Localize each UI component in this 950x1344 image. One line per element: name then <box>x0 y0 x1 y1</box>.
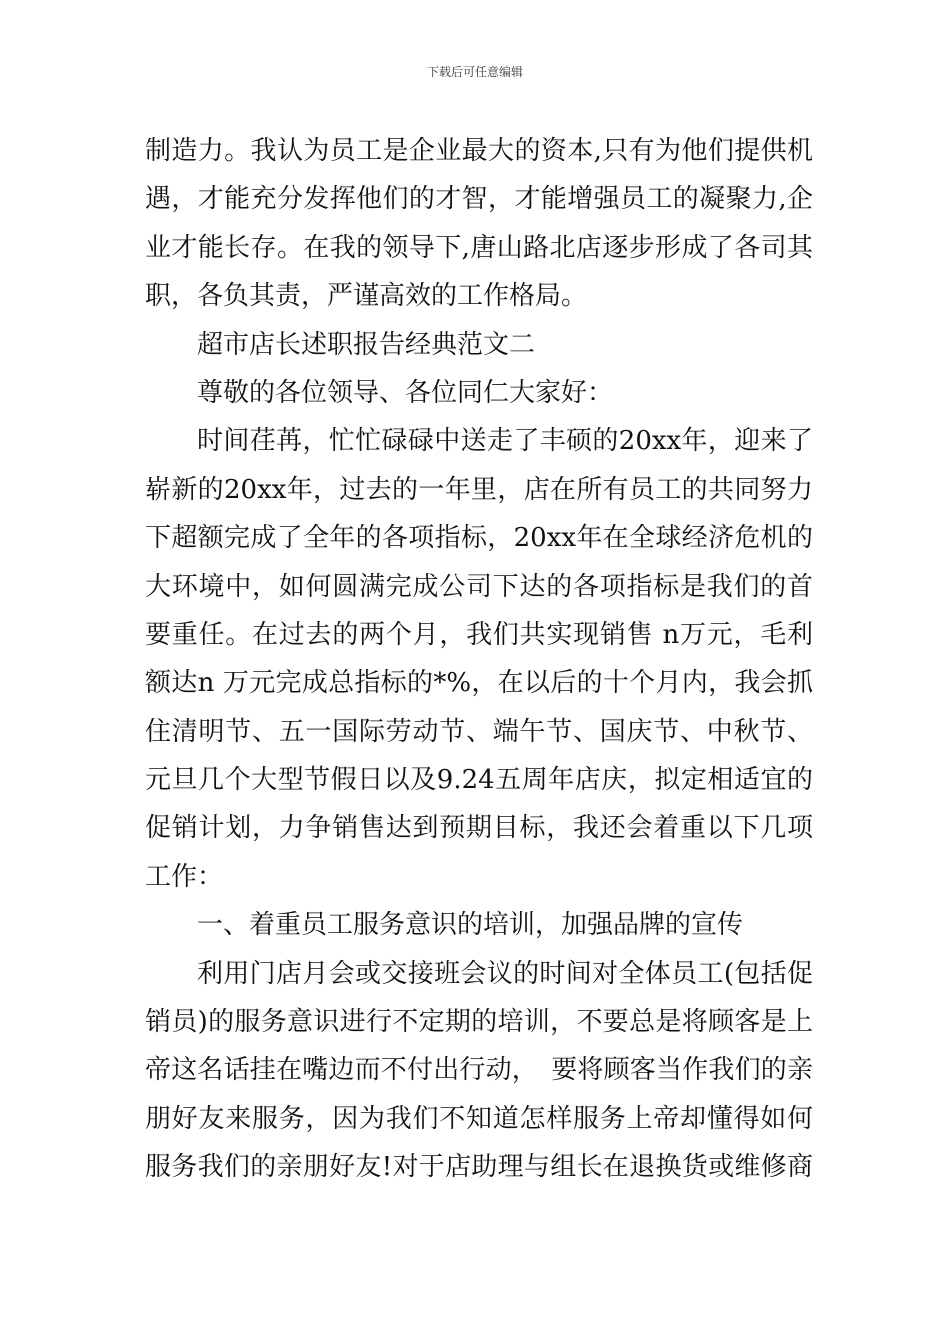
text-line: 促销计划，力争销售达到预期目标，我还会着重以下几项 <box>145 813 813 844</box>
text-line: 职，各负其责，严谨高效的工作格局。 <box>145 281 588 312</box>
text-line: 朋好友来服务，因为我们不知道怎样服务上帝却懂得如何 <box>145 1103 813 1134</box>
text-line: 下超额完成了全年的各项指标，20xx年在全球经济危机的 <box>145 523 813 554</box>
text-line: 元旦几个大型节假日以及9.24五周年店庆，拟定相适宜的 <box>145 765 813 796</box>
text-line: 崭新的20xx年，过去的一年里，店在所有员工的共同努力 <box>145 474 813 505</box>
text-line: 销员)的服务意识进行不定期的培训，不要总是将顾客是上 <box>145 1007 813 1038</box>
text-line: 工作： <box>145 861 224 892</box>
text-line: 帝这名话挂在嘴边而不付出行动， 要将顾客当作我们的亲 <box>145 1055 813 1086</box>
text-line: 业才能长存。在我的领导下,唐山路北店逐步形成了各司其 <box>145 232 813 263</box>
text-line: 大环境中，如何圆满完成公司下达的各项指标是我们的首 <box>145 571 813 602</box>
text-line: 服务我们的亲朋好友!对于店助理与组长在退换货或维修商 <box>145 1152 813 1183</box>
document-body <box>145 127 813 1192</box>
text-line: 利用门店月会或交接班会议的时间对全体员工(包括促 <box>197 958 813 989</box>
text-line: 时间荏苒，忙忙碌碌中送走了丰硕的20xx年，迎来了 <box>197 426 813 457</box>
text-line: 超市店长述职报告经典范文二 <box>197 329 536 360</box>
text-line: 住清明节、五一国际劳动节、端午节、国庆节、中秋节、 <box>145 716 813 747</box>
text-line: 要重任。在过去的两个月，我们共实现销售 n万元，毛利 <box>145 619 813 650</box>
text-line: 遇，才能充分发挥他们的才智，才能增强员工的凝聚力,企 <box>145 184 813 215</box>
text-line: 尊敬的各位领导、各位同仁大家好： <box>197 377 614 408</box>
text-line: 一、着重员工服务意识的培训，加强品牌的宣传 <box>197 910 744 941</box>
text-line: 额达n 万元完成总指标的*%，在以后的十个月内，我会抓 <box>145 668 813 699</box>
page-header: 下载后可任意编辑 <box>426 65 523 79</box>
text-line: 制造力。我认为员工是企业最大的资本,只有为他们提供机 <box>145 136 813 166</box>
